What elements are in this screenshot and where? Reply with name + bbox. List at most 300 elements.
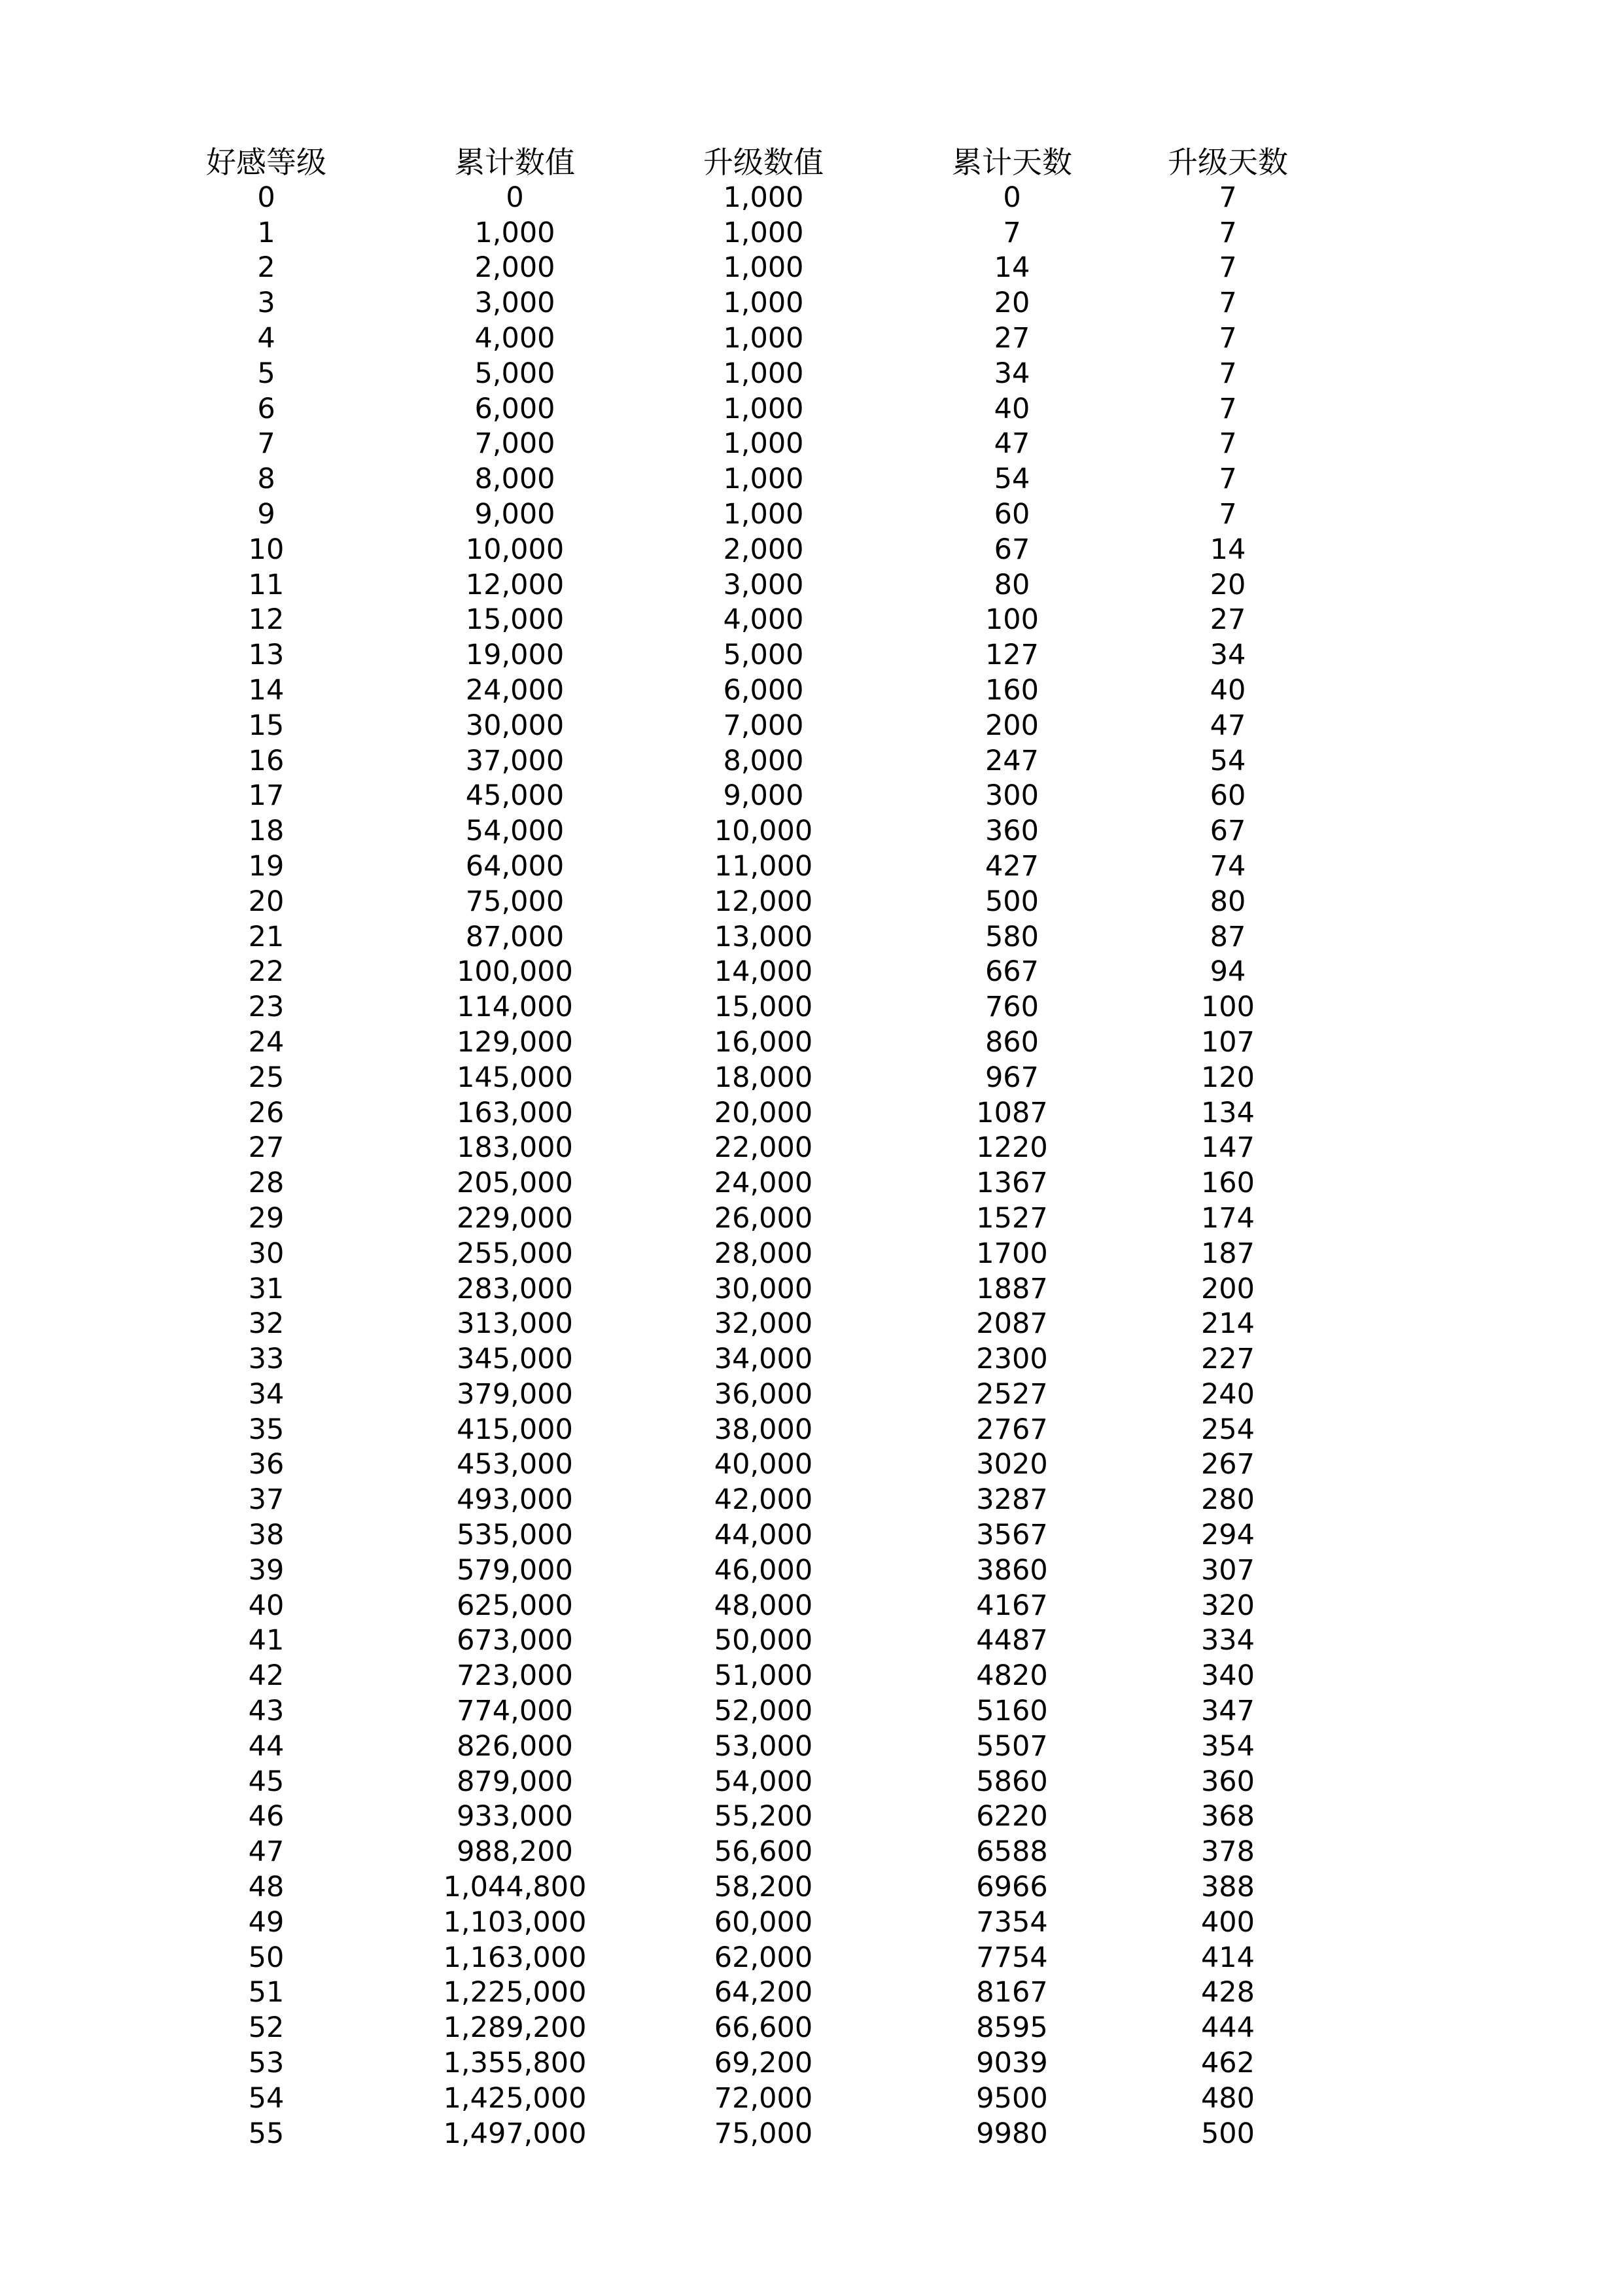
cumulative-value-cell: 535,000 bbox=[457, 1519, 573, 1552]
cumulative-days-cell: 6588 bbox=[976, 1835, 1048, 1869]
cumulative-days-cell: 1700 bbox=[976, 1237, 1048, 1270]
upgrade-days-cell: 100 bbox=[1200, 991, 1255, 1024]
table-row bbox=[142, 744, 1319, 779]
upgrade-value-cell: 56,600 bbox=[714, 1835, 813, 1869]
cumulative-days-cell: 8167 bbox=[976, 1976, 1048, 2009]
header-row bbox=[142, 145, 1319, 181]
level-cell: 17 bbox=[248, 779, 285, 813]
cumulative-days-cell: 500 bbox=[985, 885, 1039, 918]
level-cell: 49 bbox=[248, 1905, 285, 1939]
table-row bbox=[142, 990, 1319, 1025]
upgrade-value-cell: 7,000 bbox=[723, 709, 804, 742]
cumulative-days-cell: 580 bbox=[985, 920, 1039, 953]
upgrade-days-cell: 7 bbox=[1219, 287, 1237, 320]
upgrade-days-cell: 414 bbox=[1200, 1941, 1255, 1974]
table-row bbox=[142, 1307, 1319, 1342]
cumulative-days-cell: 100 bbox=[985, 603, 1039, 637]
level-cell: 27 bbox=[248, 1131, 285, 1165]
level-cell: 40 bbox=[248, 1589, 285, 1622]
table-row bbox=[142, 1835, 1319, 1870]
cumulative-value-cell: 37,000 bbox=[465, 744, 565, 777]
upgrade-days-cell: 240 bbox=[1200, 1377, 1255, 1411]
level-cell: 41 bbox=[248, 1624, 285, 1657]
header-upgrade-value: 升级数值 bbox=[703, 145, 824, 180]
table-row bbox=[142, 920, 1319, 955]
header-cumulative-days: 累计天数 bbox=[952, 145, 1072, 180]
level-cell: 23 bbox=[248, 991, 285, 1024]
upgrade-value-cell: 36,000 bbox=[714, 1377, 813, 1411]
table-row bbox=[142, 357, 1319, 392]
table-row bbox=[142, 181, 1319, 216]
table-row bbox=[142, 1342, 1319, 1377]
level-cell: 39 bbox=[248, 1553, 285, 1587]
cumulative-value-cell: 12,000 bbox=[465, 568, 565, 601]
upgrade-value-cell: 15,000 bbox=[714, 991, 813, 1024]
cumulative-days-cell: 6220 bbox=[976, 1800, 1048, 1833]
cumulative-days-cell: 5507 bbox=[976, 1729, 1048, 1763]
table-row bbox=[142, 1131, 1319, 1166]
cumulative-days-cell: 9980 bbox=[976, 2117, 1048, 2150]
cumulative-days-cell: 3860 bbox=[976, 1553, 1048, 1587]
upgrade-value-cell: 60,000 bbox=[714, 1905, 813, 1939]
spreadsheet-page bbox=[142, 145, 1319, 2151]
table-row bbox=[142, 955, 1319, 990]
upgrade-value-cell: 50,000 bbox=[714, 1624, 813, 1657]
cumulative-days-cell: 127 bbox=[985, 639, 1039, 672]
favorability-level-table bbox=[142, 145, 1319, 2151]
upgrade-value-cell: 53,000 bbox=[714, 1729, 813, 1763]
table-row bbox=[142, 1729, 1319, 1765]
cumulative-value-cell: 64,000 bbox=[465, 849, 565, 883]
upgrade-days-cell: 7 bbox=[1219, 427, 1237, 461]
upgrade-days-cell: 334 bbox=[1200, 1624, 1255, 1657]
level-cell: 51 bbox=[248, 1976, 285, 2009]
upgrade-days-cell: 462 bbox=[1200, 2047, 1255, 2080]
cumulative-value-cell: 75,000 bbox=[465, 885, 565, 918]
upgrade-value-cell: 1,000 bbox=[723, 357, 804, 390]
upgrade-days-cell: 400 bbox=[1200, 1905, 1255, 1939]
upgrade-value-cell: 42,000 bbox=[714, 1483, 813, 1517]
upgrade-value-cell: 26,000 bbox=[714, 1201, 813, 1235]
cumulative-value-cell: 723,000 bbox=[457, 1659, 573, 1693]
table-row bbox=[142, 1659, 1319, 1694]
level-cell: 16 bbox=[248, 744, 285, 777]
cumulative-value-cell: 625,000 bbox=[457, 1589, 573, 1622]
upgrade-days-cell: 134 bbox=[1200, 1096, 1255, 1129]
upgrade-days-cell: 347 bbox=[1200, 1695, 1255, 1728]
cumulative-value-cell: 4,000 bbox=[474, 321, 555, 355]
cumulative-value-cell: 30,000 bbox=[465, 709, 565, 742]
cumulative-days-cell: 860 bbox=[985, 1025, 1039, 1059]
table-row bbox=[142, 1870, 1319, 1905]
cumulative-value-cell: 283,000 bbox=[457, 1272, 573, 1305]
cumulative-days-cell: 40 bbox=[994, 392, 1030, 425]
cumulative-days-cell: 427 bbox=[985, 849, 1039, 883]
table-row bbox=[142, 2117, 1319, 2152]
header-cumulative-value: 累计数值 bbox=[455, 145, 575, 180]
cumulative-value-cell: 774,000 bbox=[457, 1695, 573, 1728]
cumulative-value-cell: 933,000 bbox=[457, 1800, 573, 1833]
cumulative-days-cell: 54 bbox=[994, 463, 1030, 496]
cumulative-days-cell: 2087 bbox=[976, 1307, 1048, 1341]
level-cell: 3 bbox=[257, 287, 275, 320]
cumulative-value-cell: 579,000 bbox=[457, 1553, 573, 1587]
table-row bbox=[142, 1905, 1319, 1941]
cumulative-value-cell: 255,000 bbox=[457, 1237, 573, 1270]
upgrade-days-cell: 7 bbox=[1219, 392, 1237, 425]
cumulative-days-cell: 360 bbox=[985, 815, 1039, 848]
upgrade-days-cell: 360 bbox=[1200, 1765, 1255, 1798]
upgrade-days-cell: 480 bbox=[1200, 2081, 1255, 2115]
cumulative-value-cell: 6,000 bbox=[474, 392, 555, 425]
level-cell: 55 bbox=[248, 2117, 285, 2150]
table-row bbox=[142, 1765, 1319, 1800]
upgrade-value-cell: 10,000 bbox=[714, 815, 813, 848]
upgrade-value-cell: 5,000 bbox=[723, 639, 804, 672]
table-row bbox=[142, 638, 1319, 673]
level-cell: 45 bbox=[248, 1765, 285, 1798]
cumulative-days-cell: 8595 bbox=[976, 2011, 1048, 2045]
upgrade-days-cell: 378 bbox=[1200, 1835, 1255, 1869]
upgrade-days-cell: 147 bbox=[1200, 1131, 1255, 1165]
upgrade-value-cell: 1,000 bbox=[723, 251, 804, 285]
level-cell: 46 bbox=[248, 1800, 285, 1833]
table-row bbox=[142, 2011, 1319, 2046]
table-row bbox=[142, 2081, 1319, 2117]
upgrade-value-cell: 1,000 bbox=[723, 181, 804, 214]
cumulative-days-cell: 5860 bbox=[976, 1765, 1048, 1798]
level-cell: 4 bbox=[257, 321, 275, 355]
cumulative-value-cell: 1,000 bbox=[474, 216, 555, 249]
upgrade-days-cell: 60 bbox=[1210, 779, 1246, 813]
cumulative-days-cell: 760 bbox=[985, 991, 1039, 1024]
upgrade-days-cell: 7 bbox=[1219, 216, 1237, 249]
upgrade-value-cell: 38,000 bbox=[714, 1413, 813, 1446]
upgrade-value-cell: 8,000 bbox=[723, 744, 804, 777]
level-cell: 10 bbox=[248, 533, 285, 566]
table-row bbox=[142, 1166, 1319, 1201]
upgrade-value-cell: 11,000 bbox=[714, 849, 813, 883]
upgrade-value-cell: 52,000 bbox=[714, 1695, 813, 1728]
level-cell: 14 bbox=[248, 673, 285, 707]
upgrade-days-cell: 368 bbox=[1200, 1800, 1255, 1833]
header-favor-level: 好感等级 bbox=[206, 145, 326, 180]
level-cell: 2 bbox=[257, 251, 275, 285]
upgrade-days-cell: 294 bbox=[1200, 1519, 1255, 1552]
upgrade-value-cell: 51,000 bbox=[714, 1659, 813, 1693]
cumulative-days-cell: 60 bbox=[994, 497, 1030, 531]
upgrade-days-cell: 444 bbox=[1200, 2011, 1255, 2045]
level-cell: 52 bbox=[248, 2011, 285, 2045]
table-row bbox=[142, 497, 1319, 533]
upgrade-value-cell: 40,000 bbox=[714, 1448, 813, 1481]
level-cell: 44 bbox=[248, 1729, 285, 1763]
level-cell: 26 bbox=[248, 1096, 285, 1129]
cumulative-value-cell: 183,000 bbox=[457, 1131, 573, 1165]
cumulative-value-cell: 5,000 bbox=[474, 357, 555, 390]
upgrade-days-cell: 214 bbox=[1200, 1307, 1255, 1341]
cumulative-days-cell: 2767 bbox=[976, 1413, 1048, 1446]
table-row bbox=[142, 1799, 1319, 1835]
cumulative-value-cell: 879,000 bbox=[457, 1765, 573, 1798]
cumulative-value-cell: 8,000 bbox=[474, 463, 555, 496]
table-row bbox=[142, 251, 1319, 286]
cumulative-days-cell: 3020 bbox=[976, 1448, 1048, 1481]
upgrade-value-cell: 1,000 bbox=[723, 497, 804, 531]
upgrade-days-cell: 14 bbox=[1210, 533, 1246, 566]
cumulative-days-cell: 20 bbox=[994, 287, 1030, 320]
upgrade-value-cell: 62,000 bbox=[714, 1941, 813, 1974]
level-cell: 38 bbox=[248, 1519, 285, 1552]
cumulative-days-cell: 1887 bbox=[976, 1272, 1048, 1305]
cumulative-days-cell: 7 bbox=[1003, 216, 1021, 249]
upgrade-value-cell: 16,000 bbox=[714, 1025, 813, 1059]
cumulative-value-cell: 229,000 bbox=[457, 1201, 573, 1235]
upgrade-days-cell: 267 bbox=[1200, 1448, 1255, 1481]
table-row bbox=[142, 849, 1319, 885]
table-row bbox=[142, 392, 1319, 427]
upgrade-value-cell: 69,200 bbox=[714, 2047, 813, 2080]
cumulative-days-cell: 0 bbox=[1003, 181, 1021, 214]
cumulative-value-cell: 1,289,200 bbox=[443, 2011, 587, 2045]
cumulative-value-cell: 453,000 bbox=[457, 1448, 573, 1481]
level-cell: 30 bbox=[248, 1237, 285, 1270]
upgrade-days-cell: 120 bbox=[1200, 1061, 1255, 1094]
cumulative-value-cell: 24,000 bbox=[465, 673, 565, 707]
cumulative-value-cell: 10,000 bbox=[465, 533, 565, 566]
upgrade-value-cell: 1,000 bbox=[723, 287, 804, 320]
header-upgrade-days: 升级天数 bbox=[1168, 145, 1288, 180]
upgrade-days-cell: 7 bbox=[1219, 251, 1237, 285]
table-row bbox=[142, 462, 1319, 497]
upgrade-value-cell: 1,000 bbox=[723, 321, 804, 355]
cumulative-days-cell: 80 bbox=[994, 568, 1030, 601]
upgrade-value-cell: 1,000 bbox=[723, 463, 804, 496]
table-row bbox=[142, 1553, 1319, 1589]
level-cell: 20 bbox=[248, 885, 285, 918]
cumulative-value-cell: 1,044,800 bbox=[443, 1871, 587, 1904]
upgrade-value-cell: 46,000 bbox=[714, 1553, 813, 1587]
upgrade-value-cell: 12,000 bbox=[714, 885, 813, 918]
table-body bbox=[142, 181, 1319, 2152]
table-row bbox=[142, 885, 1319, 920]
upgrade-days-cell: 354 bbox=[1200, 1729, 1255, 1763]
table-row bbox=[142, 1025, 1319, 1061]
cumulative-days-cell: 4487 bbox=[976, 1624, 1048, 1657]
level-cell: 15 bbox=[248, 709, 285, 742]
upgrade-days-cell: 67 bbox=[1210, 815, 1246, 848]
cumulative-value-cell: 1,355,800 bbox=[443, 2047, 587, 2080]
upgrade-value-cell: 48,000 bbox=[714, 1589, 813, 1622]
cumulative-value-cell: 345,000 bbox=[457, 1343, 573, 1376]
cumulative-value-cell: 100,000 bbox=[457, 955, 573, 989]
level-cell: 19 bbox=[248, 849, 285, 883]
upgrade-value-cell: 1,000 bbox=[723, 427, 804, 461]
upgrade-days-cell: 20 bbox=[1210, 568, 1246, 601]
upgrade-value-cell: 20,000 bbox=[714, 1096, 813, 1129]
cumulative-days-cell: 2527 bbox=[976, 1377, 1048, 1411]
cumulative-value-cell: 0 bbox=[506, 181, 524, 214]
cumulative-days-cell: 300 bbox=[985, 779, 1039, 813]
cumulative-days-cell: 1527 bbox=[976, 1201, 1048, 1235]
cumulative-value-cell: 15,000 bbox=[465, 603, 565, 637]
table-row bbox=[142, 779, 1319, 814]
cumulative-days-cell: 67 bbox=[994, 533, 1030, 566]
level-cell: 9 bbox=[257, 497, 275, 531]
cumulative-days-cell: 34 bbox=[994, 357, 1030, 390]
cumulative-value-cell: 114,000 bbox=[457, 991, 573, 1024]
cumulative-value-cell: 129,000 bbox=[457, 1025, 573, 1059]
level-cell: 32 bbox=[248, 1307, 285, 1341]
level-cell: 21 bbox=[248, 920, 285, 953]
cumulative-value-cell: 54,000 bbox=[465, 815, 565, 848]
table-row bbox=[142, 1483, 1319, 1518]
cumulative-days-cell: 4820 bbox=[976, 1659, 1048, 1693]
table-row bbox=[142, 1377, 1319, 1413]
upgrade-days-cell: 340 bbox=[1200, 1659, 1255, 1693]
level-cell: 13 bbox=[248, 639, 285, 672]
upgrade-days-cell: 94 bbox=[1210, 955, 1246, 989]
level-cell: 36 bbox=[248, 1448, 285, 1481]
level-cell: 43 bbox=[248, 1695, 285, 1728]
cumulative-value-cell: 1,103,000 bbox=[443, 1905, 587, 1939]
upgrade-days-cell: 54 bbox=[1210, 744, 1246, 777]
table-row bbox=[142, 1061, 1319, 1096]
table-row bbox=[142, 2046, 1319, 2081]
upgrade-value-cell: 28,000 bbox=[714, 1237, 813, 1270]
upgrade-value-cell: 72,000 bbox=[714, 2081, 813, 2115]
cumulative-value-cell: 415,000 bbox=[457, 1413, 573, 1446]
table-row bbox=[142, 427, 1319, 462]
upgrade-days-cell: 7 bbox=[1219, 321, 1237, 355]
table-row bbox=[142, 709, 1319, 744]
table-row bbox=[142, 1975, 1319, 2011]
level-cell: 6 bbox=[257, 392, 275, 425]
cumulative-days-cell: 7354 bbox=[976, 1905, 1048, 1939]
table-row bbox=[142, 1589, 1319, 1624]
level-cell: 35 bbox=[248, 1413, 285, 1446]
cumulative-value-cell: 87,000 bbox=[465, 920, 565, 953]
table-row bbox=[142, 1413, 1319, 1448]
cumulative-days-cell: 27 bbox=[994, 321, 1030, 355]
upgrade-days-cell: 47 bbox=[1210, 709, 1246, 742]
table-row bbox=[142, 1694, 1319, 1729]
level-cell: 33 bbox=[248, 1343, 285, 1376]
cumulative-value-cell: 45,000 bbox=[465, 779, 565, 813]
upgrade-value-cell: 24,000 bbox=[714, 1167, 813, 1200]
upgrade-value-cell: 64,200 bbox=[714, 1976, 813, 2009]
upgrade-days-cell: 80 bbox=[1210, 885, 1246, 918]
table-row bbox=[142, 533, 1319, 568]
table-row bbox=[142, 603, 1319, 638]
upgrade-days-cell: 40 bbox=[1210, 673, 1246, 707]
level-cell: 7 bbox=[257, 427, 275, 461]
cumulative-value-cell: 1,163,000 bbox=[443, 1941, 587, 1974]
level-cell: 48 bbox=[248, 1871, 285, 1904]
cumulative-value-cell: 313,000 bbox=[457, 1307, 573, 1341]
upgrade-days-cell: 34 bbox=[1210, 639, 1246, 672]
table-row bbox=[142, 321, 1319, 357]
upgrade-value-cell: 9,000 bbox=[723, 779, 804, 813]
upgrade-value-cell: 1,000 bbox=[723, 216, 804, 249]
upgrade-days-cell: 500 bbox=[1200, 2117, 1255, 2150]
upgrade-days-cell: 107 bbox=[1200, 1025, 1255, 1059]
cumulative-days-cell: 247 bbox=[985, 744, 1039, 777]
upgrade-days-cell: 174 bbox=[1200, 1201, 1255, 1235]
upgrade-value-cell: 58,200 bbox=[714, 1871, 813, 1904]
cumulative-value-cell: 493,000 bbox=[457, 1483, 573, 1517]
table-row bbox=[142, 673, 1319, 709]
level-cell: 29 bbox=[248, 1201, 285, 1235]
table-row bbox=[142, 1941, 1319, 1976]
upgrade-value-cell: 54,000 bbox=[714, 1765, 813, 1798]
table-row bbox=[142, 1518, 1319, 1553]
cumulative-days-cell: 9500 bbox=[976, 2081, 1048, 2115]
upgrade-days-cell: 307 bbox=[1200, 1553, 1255, 1587]
table-row bbox=[142, 1096, 1319, 1131]
cumulative-days-cell: 200 bbox=[985, 709, 1039, 742]
table-row bbox=[142, 216, 1319, 251]
level-cell: 50 bbox=[248, 1941, 285, 1974]
level-cell: 37 bbox=[248, 1483, 285, 1517]
level-cell: 18 bbox=[248, 815, 285, 848]
level-cell: 47 bbox=[248, 1835, 285, 1869]
upgrade-days-cell: 7 bbox=[1219, 357, 1237, 390]
upgrade-value-cell: 13,000 bbox=[714, 920, 813, 953]
upgrade-value-cell: 3,000 bbox=[723, 568, 804, 601]
table-row bbox=[142, 568, 1319, 603]
upgrade-days-cell: 7 bbox=[1219, 497, 1237, 531]
level-cell: 28 bbox=[248, 1167, 285, 1200]
upgrade-value-cell: 32,000 bbox=[714, 1307, 813, 1341]
table-row bbox=[142, 1201, 1319, 1237]
cumulative-days-cell: 3567 bbox=[976, 1519, 1048, 1552]
cumulative-value-cell: 1,497,000 bbox=[443, 2117, 587, 2150]
cumulative-days-cell: 4167 bbox=[976, 1589, 1048, 1622]
cumulative-value-cell: 163,000 bbox=[457, 1096, 573, 1129]
cumulative-days-cell: 14 bbox=[994, 251, 1030, 285]
level-cell: 24 bbox=[248, 1025, 285, 1059]
upgrade-days-cell: 74 bbox=[1210, 849, 1246, 883]
cumulative-days-cell: 2300 bbox=[976, 1343, 1048, 1376]
cumulative-days-cell: 7754 bbox=[976, 1941, 1048, 1974]
cumulative-value-cell: 988,200 bbox=[457, 1835, 573, 1869]
upgrade-days-cell: 27 bbox=[1210, 603, 1246, 637]
upgrade-days-cell: 187 bbox=[1200, 1237, 1255, 1270]
upgrade-value-cell: 34,000 bbox=[714, 1343, 813, 1376]
level-cell: 54 bbox=[248, 2081, 285, 2115]
cumulative-days-cell: 3287 bbox=[976, 1483, 1048, 1517]
upgrade-days-cell: 254 bbox=[1200, 1413, 1255, 1446]
cumulative-days-cell: 160 bbox=[985, 673, 1039, 707]
level-cell: 1 bbox=[257, 216, 275, 249]
level-cell: 0 bbox=[257, 181, 275, 214]
cumulative-value-cell: 2,000 bbox=[474, 251, 555, 285]
upgrade-value-cell: 4,000 bbox=[723, 603, 804, 637]
cumulative-days-cell: 967 bbox=[985, 1061, 1039, 1094]
upgrade-value-cell: 6,000 bbox=[723, 673, 804, 707]
level-cell: 5 bbox=[257, 357, 275, 390]
upgrade-days-cell: 87 bbox=[1210, 920, 1246, 953]
table-row bbox=[142, 1272, 1319, 1307]
upgrade-days-cell: 428 bbox=[1200, 1976, 1255, 2009]
upgrade-days-cell: 388 bbox=[1200, 1871, 1255, 1904]
cumulative-value-cell: 3,000 bbox=[474, 287, 555, 320]
table-row bbox=[142, 1237, 1319, 1272]
cumulative-days-cell: 6966 bbox=[976, 1871, 1048, 1904]
upgrade-days-cell: 200 bbox=[1200, 1272, 1255, 1305]
cumulative-value-cell: 7,000 bbox=[474, 427, 555, 461]
